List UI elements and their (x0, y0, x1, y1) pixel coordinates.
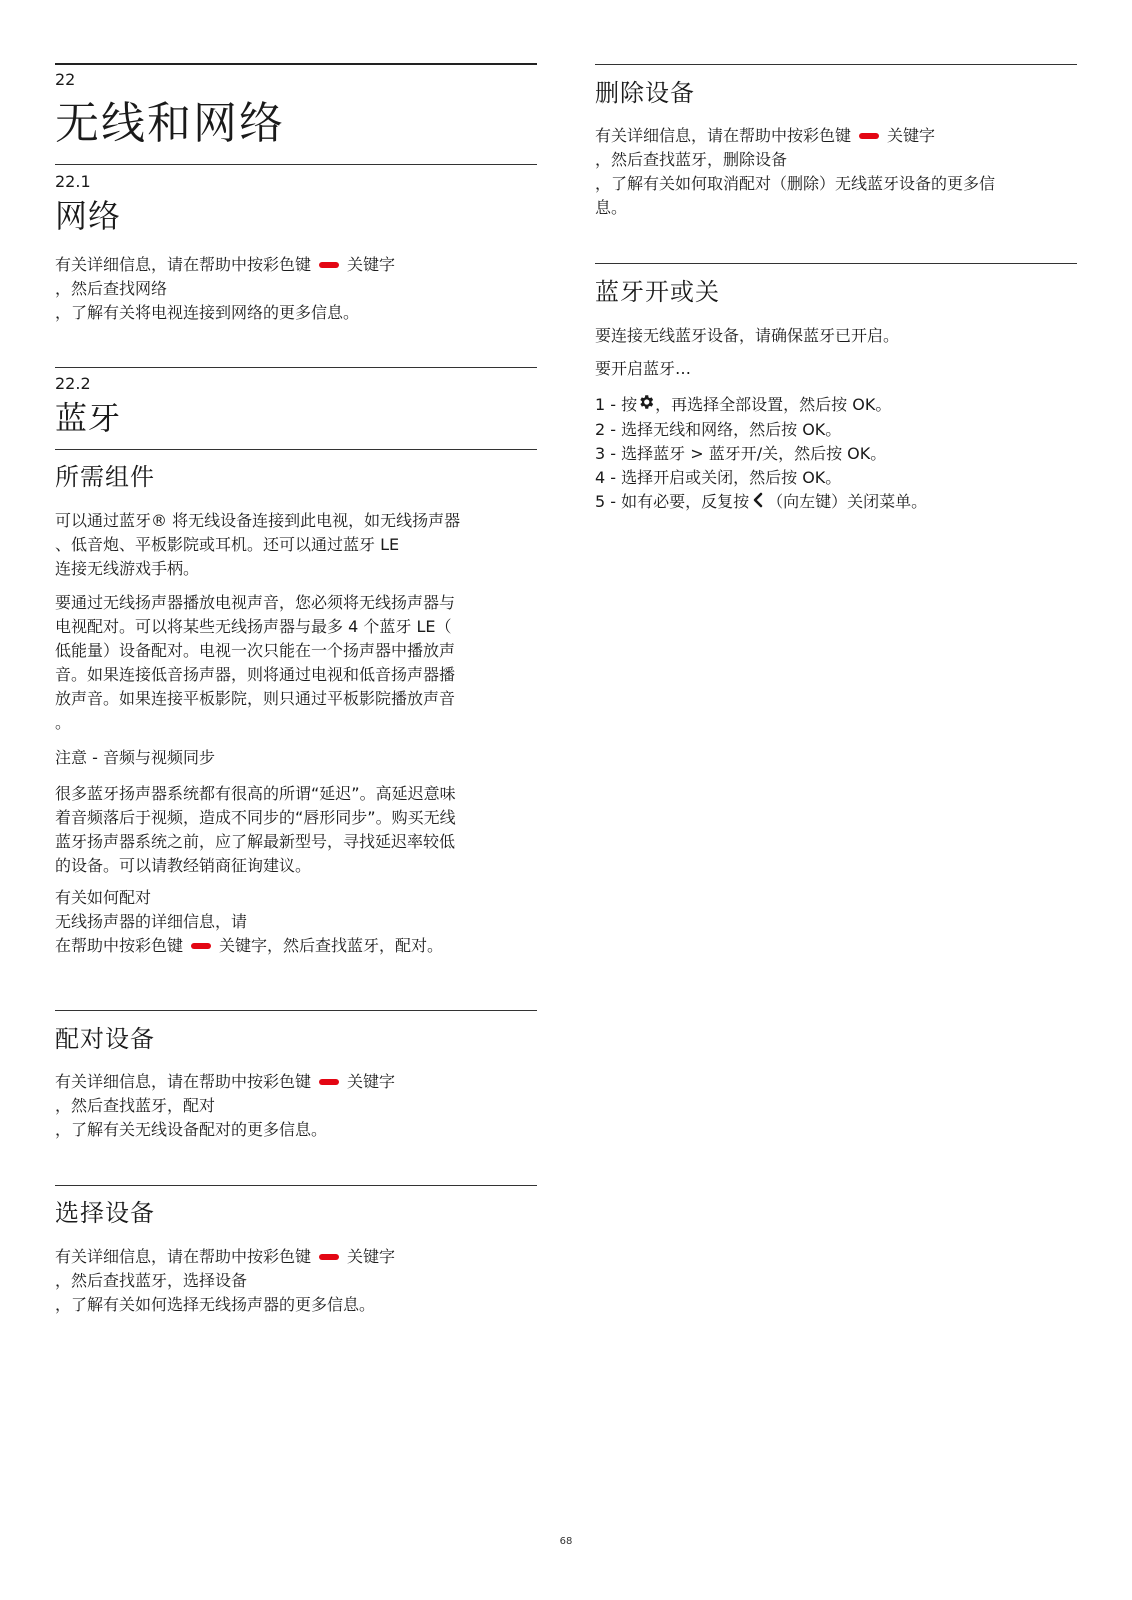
text-line: ，然后查找网络 (55, 279, 168, 298)
onoff-steps (595, 393, 1077, 515)
pair-paragraph (55, 1070, 537, 1142)
text-line: 有关如何配对 (55, 888, 152, 907)
select-paragraph (55, 1245, 537, 1317)
section-rule-bluetooth (55, 367, 537, 368)
subsection-rule-select (55, 1185, 537, 1186)
network-paragraph (55, 253, 537, 325)
text-line: ，了解有关如何取消配对（删除）无线蓝牙设备的更多信 (595, 174, 996, 193)
text-line: 可以通过蓝牙® 将无线设备连接到此电视，如无线扬声器 (55, 511, 461, 530)
subsection-title-onoff: 蓝牙开或关 (595, 278, 720, 306)
remove-paragraph (595, 124, 1077, 220)
section-rule-network (55, 164, 537, 165)
requirements-paragraph-2 (55, 591, 537, 735)
step-2: 2 - 选择无线和网络，然后按 OK。 (595, 420, 842, 439)
text-line: 有关详细信息，请在帮助中按彩色键 关键字 (55, 1072, 396, 1091)
text-line: 放声音。如果连接平板影院，则只通过平板影院播放声音 (55, 689, 456, 708)
section-number-network: 22.1 (55, 172, 91, 191)
text-line: 息。 (595, 198, 628, 217)
text-line: ，了解有关将电视连接到网络的更多信息。 (55, 303, 360, 322)
subsection-title-remove: 删除设备 (595, 79, 695, 107)
text-line: ，然后查找蓝牙，删除设备 (595, 150, 788, 169)
text-line: 、低音炮、平板影院或耳机。还可以通过蓝牙 LE (55, 535, 400, 554)
subsection-rule-requirements (55, 449, 537, 450)
section-number-bluetooth: 22.2 (55, 374, 91, 393)
red-key-icon (319, 262, 339, 268)
text-line: ，了解有关如何选择无线扬声器的更多信息。 (55, 1295, 376, 1314)
step-1: 1 - 按 ，再选择全部设置，然后按 OK。 (595, 393, 1077, 418)
note-heading: 注意 - 音频与视频同步 (55, 748, 215, 767)
text-line: 着音频落后于视频，造成不同步的“唇形同步”。购买无线 (55, 808, 456, 827)
text-line: 连接无线游戏手柄。 (55, 559, 200, 578)
step-5: 5 - 如有必要，反复按 （向左键）关闭菜单。 (595, 490, 1077, 515)
text-line: 有关详细信息，请在帮助中按彩色键 关键字 (595, 126, 936, 145)
text-line: ，然后查找蓝牙，选择设备 (55, 1271, 248, 1290)
subsection-title-select: 选择设备 (55, 1199, 155, 1227)
subsection-rule-pair (55, 1010, 537, 1011)
text-line: 低能量）设备配对。电视一次只能在一个扬声器中播放声 (55, 641, 456, 660)
text-line: 的设备。可以请教经销商征询建议。 (55, 856, 312, 875)
subsection-rule-remove (595, 64, 1077, 65)
text-line: 有关详细信息，请在帮助中按彩色键 关键字 (55, 1247, 396, 1266)
red-key-icon (191, 943, 211, 949)
requirements-paragraph-4 (55, 886, 537, 958)
section-title-bluetooth: 蓝牙 (55, 399, 122, 437)
section-title-network: 网络 (55, 197, 122, 235)
subsection-title-pair: 配对设备 (55, 1025, 155, 1053)
gear-icon (637, 393, 655, 418)
text-line: 。 (55, 713, 72, 732)
chapter-number: 22 (55, 70, 76, 89)
subsection-title-requirements: 所需组件 (55, 463, 155, 491)
onoff-intro-2: 要开启蓝牙… (595, 359, 692, 378)
text-line: 无线扬声器的详细信息，请 (55, 912, 248, 931)
text-line: 有关详细信息，请在帮助中按彩色键 关键字 (55, 255, 396, 274)
text-line: ，了解有关无线设备配对的更多信息。 (55, 1120, 328, 1139)
step-3: 3 - 选择蓝牙 > 蓝牙开/关，然后按 OK。 (595, 444, 887, 463)
text-line: 要通过无线扬声器播放电视声音，您必须将无线扬声器与 (55, 593, 456, 612)
text-line: 音。如果连接低音扬声器，则将通过电视和低音扬声器播 (55, 665, 456, 684)
text-line: ，然后查找蓝牙，配对 (55, 1096, 216, 1115)
red-key-icon (859, 133, 879, 139)
chapter-title: 无线和网络 (55, 98, 285, 149)
red-key-icon (319, 1254, 339, 1260)
subsection-rule-onoff (595, 263, 1077, 264)
onoff-intro: 要连接无线蓝牙设备，请确保蓝牙已开启。 (595, 326, 900, 345)
requirements-paragraph-3 (55, 782, 537, 878)
text-line: 电视配对。可以将某些无线扬声器与最多 4 个蓝牙 LE（ (55, 617, 452, 636)
step-4: 4 - 选择开启或关闭，然后按 OK。 (595, 468, 842, 487)
page-number: 68 (559, 1536, 573, 1547)
chapter-rule (55, 63, 537, 65)
text-line: 在帮助中按彩色键 关键字，然后查找蓝牙，配对。 (55, 936, 444, 955)
left-arrow-icon (752, 491, 764, 515)
red-key-icon (319, 1079, 339, 1085)
text-line: 蓝牙扬声器系统之前，应了解最新型号，寻找延迟率较低 (55, 832, 456, 851)
text-line: 很多蓝牙扬声器系统都有很高的所谓“延迟”。高延迟意味 (55, 784, 456, 803)
requirements-paragraph-1 (55, 509, 537, 581)
